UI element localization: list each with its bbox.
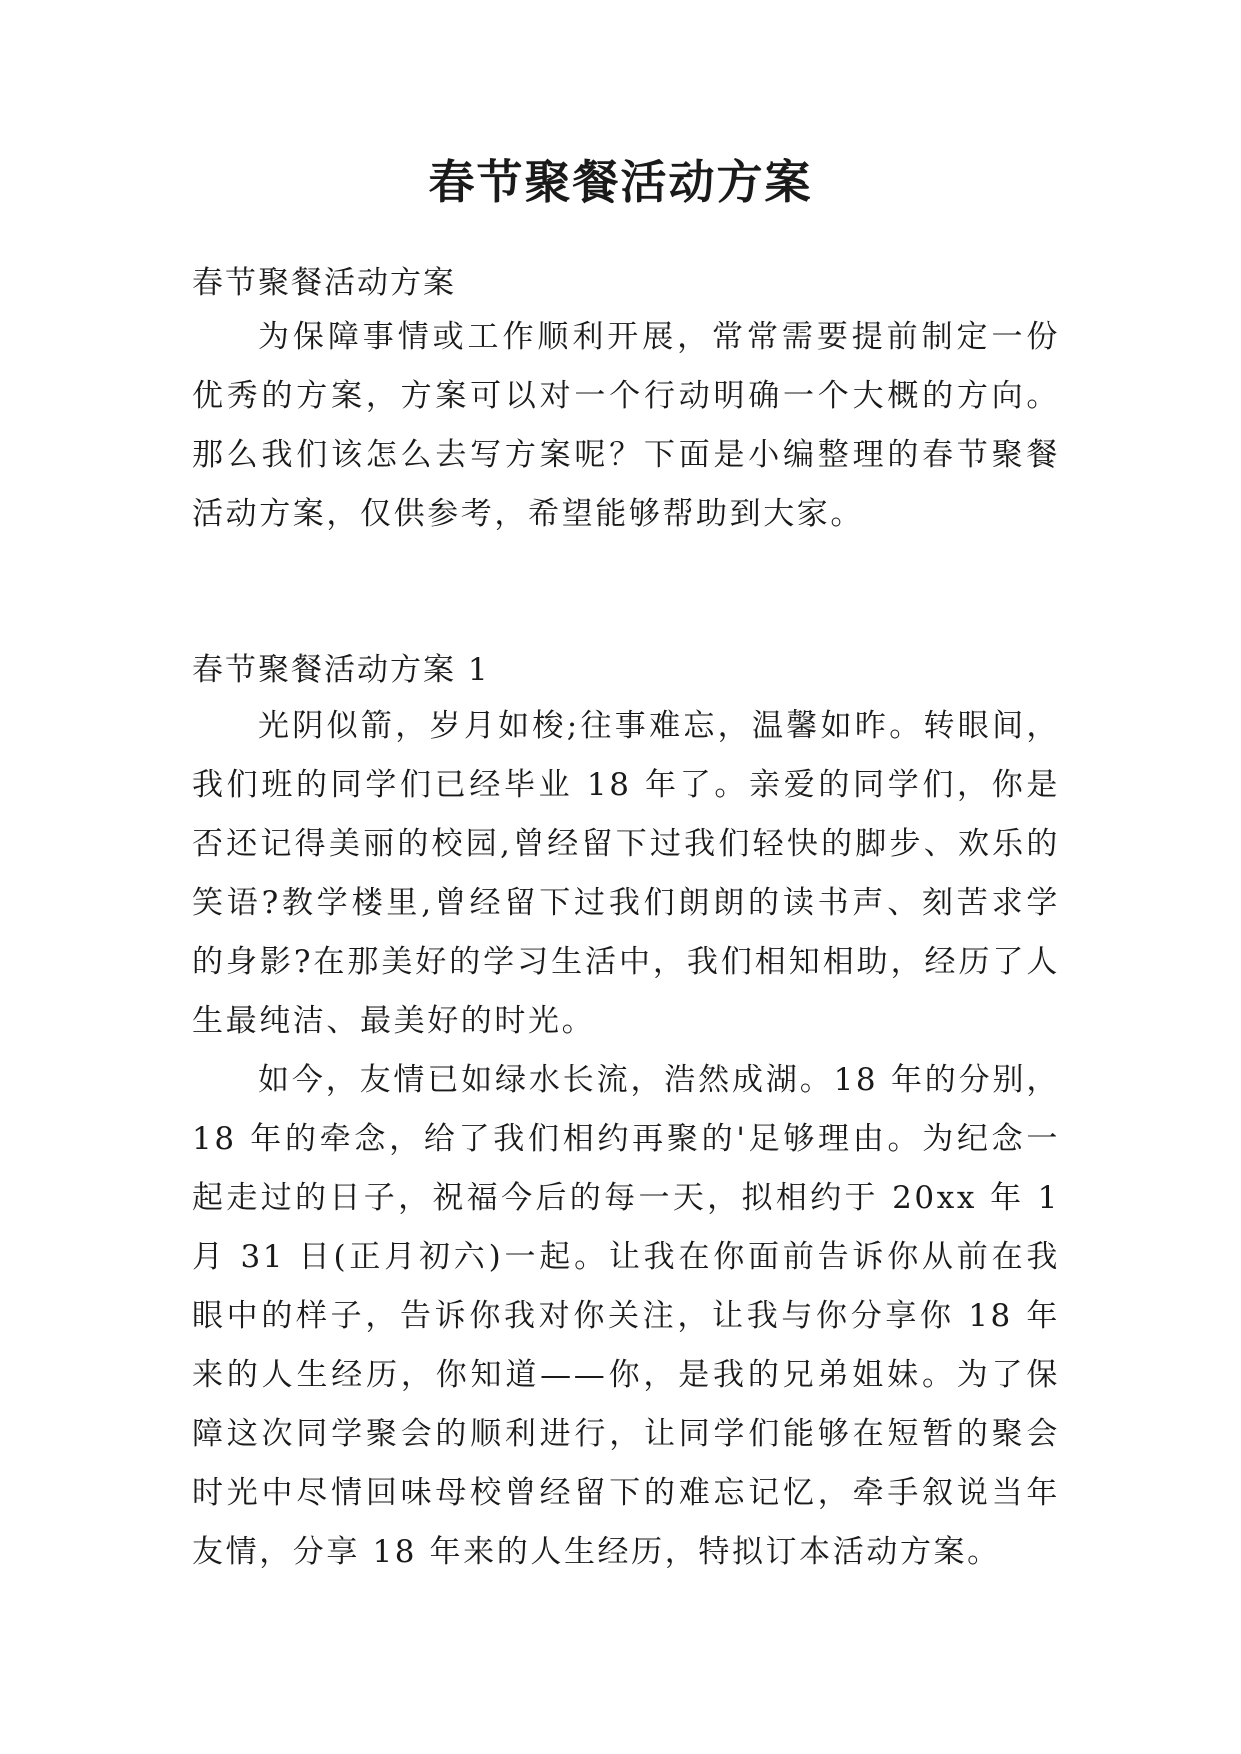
document-title: 春节聚餐活动方案	[428, 155, 813, 209]
section-1-paragraph-1: 光阴似箭，岁月如梭;往事难忘，温馨如昨。转眼间，我们班的同学们已经毕业 18 年了。亲爱的同学们，你是否还记得美丽的校园,曾经留下过我们轻快的脚步、欢乐的笑语?教学楼里,曾经留下过我们朗朗的读书声、刻苦求学的身影?在那美好的学习生活中，我们相知相助，经历了人生最纯洁、最美好的时光。	[192, 708, 1060, 1039]
intro-paragraph: 为保障事情或工作顺利开展，常常需要提前制定一份优秀的方案，方案可以对一个行动明确一个大概的方向。那么我们该怎么去写方案呢？下面是小编整理的春节聚餐活动方案，仅供参考，希望能够帮助到大家。	[192, 319, 1060, 532]
section-1-heading: 春节聚餐活动方案 1	[192, 652, 490, 688]
section-1-paragraph-2: 如今，友情已如绿水长流，浩然成湖。18 年的分别，18 年的牵念，给了我们相约再聚的'足够理由。为纪念一起走过的日子，祝福今后的每一天，拟相约于 20xx 年 1 月 31 日(正月初六)一起。让我在你面前告诉你从前在我眼中的样子，告诉你我对你关注，让我与你分享你 18 年来的人生经历，你知道——你，是我的兄弟姐妹。为了保障这次同学聚会的顺利进行，让同学们能够在短暂的聚会时光中尽情回味母校曾经留下的难忘记忆，牵手叙说当年友情，分享 18 年来的人生经历，特拟订本活动方案。	[192, 1062, 1060, 1570]
document-subtitle: 春节聚餐活动方案	[192, 265, 456, 301]
